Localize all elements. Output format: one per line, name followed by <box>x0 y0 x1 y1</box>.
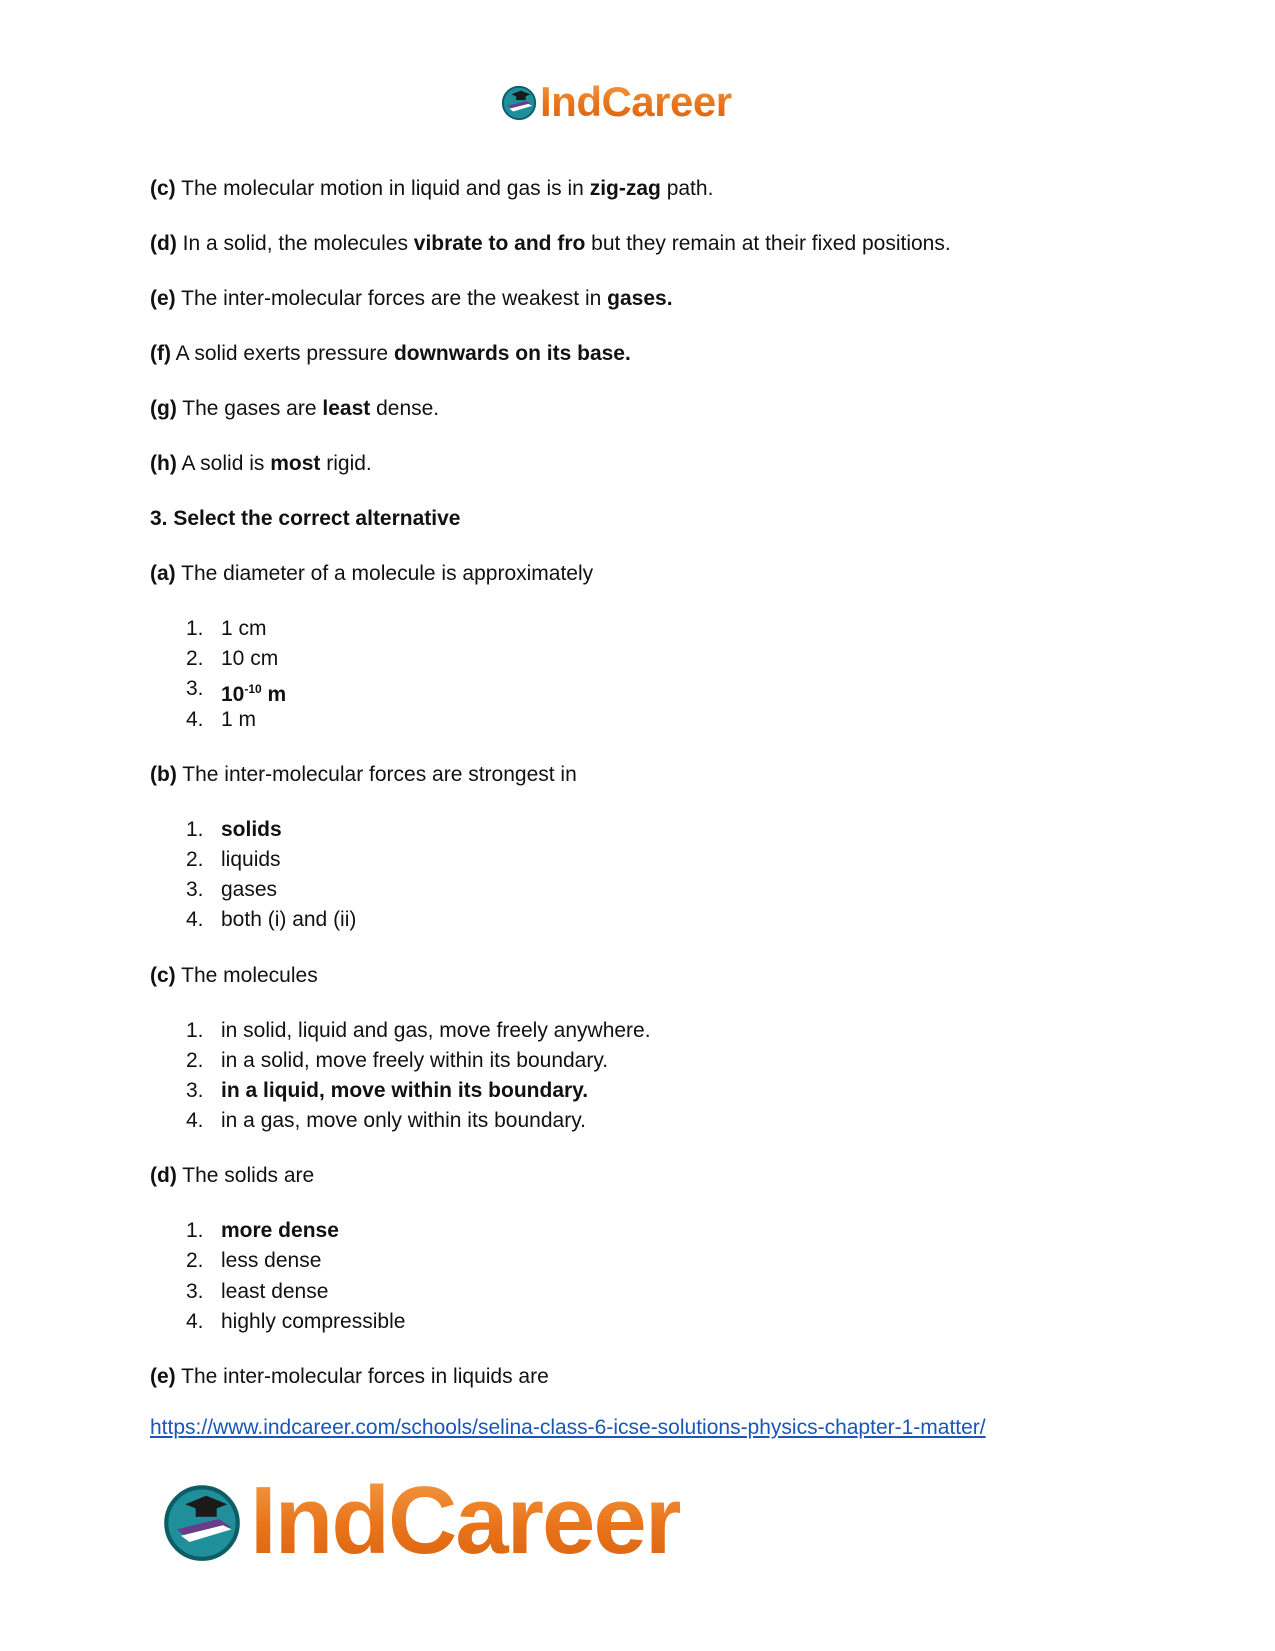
statement-line <box>150 174 1150 229</box>
option-text-main: both (i) and (ii) <box>221 908 357 932</box>
statement-label: (f) <box>150 342 171 365</box>
option-text <box>221 1016 651 1046</box>
question-label: (b) <box>150 762 177 786</box>
statement-text: In a solid, the molecules <box>176 232 414 255</box>
statement-text: vibrate to and fro <box>413 232 586 255</box>
option-text <box>221 674 287 707</box>
statement-text: The inter-molecular forces are the weakest in <box>175 287 608 310</box>
option-item <box>150 1046 1150 1076</box>
option-item <box>150 845 1150 875</box>
footer-logo-text: IndCareer <box>250 1467 681 1574</box>
option-text-main: in a gas, move only within its boundary. <box>221 1109 586 1133</box>
footer-link[interactable]: https://www.indcareer.com/schools/selina-class-6-icse-solutions-physics-chapter-1-matter/ <box>150 1416 986 1439</box>
option-text-main: liquids <box>221 847 281 871</box>
options-list <box>150 614 1150 735</box>
option-text <box>221 1046 608 1076</box>
statement-line <box>150 449 1150 504</box>
option-number: 1. <box>186 617 204 640</box>
option-number: 3. <box>186 1078 204 1102</box>
option-text-main: 1 cm <box>221 617 267 640</box>
questions-list <box>150 559 1150 1417</box>
option-item <box>150 1277 1150 1307</box>
option-text-main: 10 cm <box>221 647 279 671</box>
option-text <box>221 845 281 875</box>
option-text-main: least dense <box>221 1279 329 1303</box>
option-text-main: 10 <box>221 683 245 707</box>
option-number: 3. <box>186 677 204 701</box>
option-number: 1. <box>186 817 204 841</box>
option-text <box>221 1277 328 1307</box>
statement-text: path. <box>660 177 714 200</box>
option-item <box>150 1106 1150 1136</box>
option-text <box>221 1307 405 1337</box>
option-number: 1. <box>186 1219 204 1243</box>
statement-text: dense. <box>370 397 440 420</box>
option-item <box>150 815 1150 845</box>
question-label: (a) <box>150 562 176 585</box>
statement-text: The gases are <box>176 397 323 420</box>
option-item <box>150 644 1150 674</box>
statement-text: A solid exerts pressure <box>170 342 394 365</box>
option-item <box>150 1216 1150 1246</box>
statement-text: A solid is <box>176 452 271 475</box>
option-item <box>150 674 1150 707</box>
statement-label: (e) <box>150 287 176 310</box>
option-number: 3. <box>186 1279 204 1303</box>
statement-line <box>150 394 1150 449</box>
option-text-suffix: m <box>261 683 287 707</box>
option-text-main: gases <box>221 878 278 902</box>
header-logo <box>500 78 732 126</box>
option-item <box>150 614 1150 644</box>
footer-logo <box>160 1466 680 1576</box>
statement-text: zig-zag <box>589 177 661 200</box>
question-line <box>150 961 1150 1016</box>
option-text-main: in a liquid, move within its boundary. <box>221 1078 589 1102</box>
option-number: 4. <box>186 1309 204 1333</box>
option-text <box>221 1106 586 1136</box>
statement-text: The molecular motion in liquid and gas is in <box>175 177 590 200</box>
statement-label: (g) <box>150 397 177 420</box>
option-text-main: highly compressible <box>221 1309 406 1333</box>
option-item <box>150 705 1150 735</box>
statement-text: but they remain at their fixed positions. <box>585 232 951 255</box>
option-text <box>221 905 356 935</box>
header-logo-text: IndCareer <box>540 78 732 125</box>
option-item <box>150 1246 1150 1276</box>
question-text: The solids are <box>176 1164 315 1188</box>
option-number: 1. <box>186 1018 204 1042</box>
option-text-main: more dense <box>221 1219 339 1243</box>
question-line <box>150 760 1150 815</box>
statement-line <box>150 339 1150 394</box>
statement-label: (h) <box>150 452 177 475</box>
option-number: 2. <box>186 647 204 671</box>
question-text: The diameter of a molecule is approximately <box>175 562 594 585</box>
question-label: (e) <box>150 1365 176 1388</box>
question-line <box>150 559 1150 614</box>
option-text-main: less dense <box>221 1249 322 1273</box>
option-text <box>221 614 267 644</box>
option-number: 2. <box>186 847 204 871</box>
statement-text: rigid. <box>320 452 372 475</box>
statement-label: (d) <box>150 232 177 255</box>
option-number: 2. <box>186 1048 204 1072</box>
option-text <box>221 1246 321 1276</box>
option-text-main: in solid, liquid and gas, move freely anywhere. <box>221 1018 651 1042</box>
section-heading: 3. Select the correct alternative <box>150 507 461 530</box>
option-superscript: -10 <box>244 682 262 697</box>
option-text-main: 1 m <box>221 707 257 731</box>
option-number: 4. <box>186 1109 204 1133</box>
statement-line <box>150 284 1150 339</box>
statements-list <box>150 174 1150 504</box>
option-text <box>221 1216 339 1246</box>
option-text-main: in a solid, move freely within its boundary. <box>221 1048 609 1072</box>
question-text: The inter-molecular forces are strongest in <box>176 762 577 786</box>
statement-text: downwards on its base. <box>393 342 631 365</box>
option-number: 4. <box>186 908 204 932</box>
option-number: 3. <box>186 878 204 902</box>
option-number: 4. <box>186 707 204 731</box>
option-item <box>150 905 1150 935</box>
option-text <box>221 1076 588 1106</box>
graduation-book-globe-icon <box>160 1479 244 1563</box>
option-text <box>221 815 282 845</box>
question-line <box>150 1161 1150 1216</box>
question-line <box>150 1362 1150 1417</box>
options-list <box>150 1016 1150 1137</box>
statement-label: (c) <box>150 177 176 200</box>
option-text <box>221 644 278 674</box>
statement-text: most <box>270 452 321 475</box>
option-item <box>150 875 1150 905</box>
option-text-main: solids <box>221 817 282 841</box>
option-number: 2. <box>186 1249 204 1273</box>
statement-text: gases. <box>607 287 673 310</box>
document-body <box>150 174 1150 1417</box>
graduation-book-globe-icon <box>500 83 538 121</box>
option-item <box>150 1307 1150 1337</box>
question-label: (d) <box>150 1164 177 1188</box>
option-item <box>150 1076 1150 1106</box>
question-label: (c) <box>150 963 176 987</box>
statement-line <box>150 229 1150 284</box>
options-list <box>150 1216 1150 1337</box>
question-text: The molecules <box>175 963 318 987</box>
option-text <box>221 705 256 735</box>
option-text <box>221 875 277 905</box>
question-text: The inter-molecular forces in liquids are <box>175 1365 549 1388</box>
option-item <box>150 1016 1150 1046</box>
options-list <box>150 815 1150 936</box>
statement-text: least <box>322 397 371 420</box>
